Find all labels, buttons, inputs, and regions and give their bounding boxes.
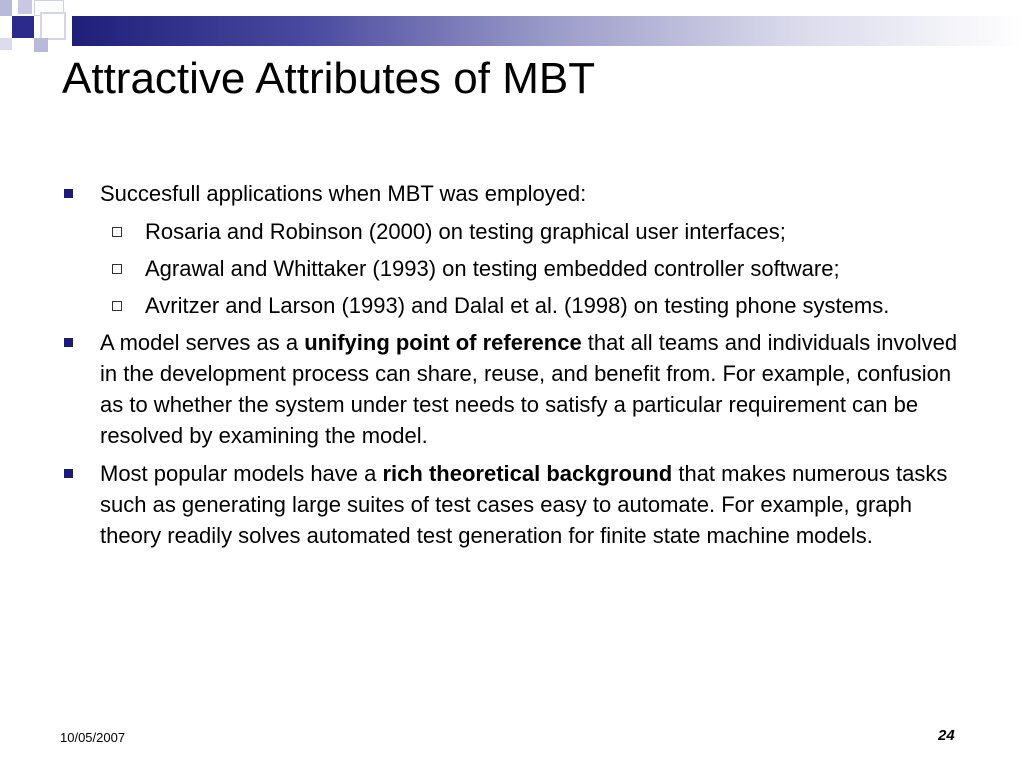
sub-bullet-item xyxy=(112,216,962,247)
bullet-text xyxy=(100,458,960,551)
text-run: that all teams and individuals involved in the development process can share, reuse, and benefit from. For example, confusion as to whether the system under test needs to satisfy a particular requirement can be resolved by examining the model. xyxy=(100,330,958,448)
text-run: A model serves as a xyxy=(100,330,305,355)
sub-bullet-text: Rosaria and Robinson (2000) on testing graphical user interfaces; xyxy=(145,219,786,244)
slide-body xyxy=(62,178,962,558)
sub-bullet-item xyxy=(112,253,962,284)
text-run: Most popular models have a xyxy=(100,461,383,486)
bullet-text xyxy=(100,327,960,451)
decorative-square xyxy=(18,0,32,14)
bullet-item xyxy=(62,458,962,551)
sub-bullet-text: Agrawal and Whittaker (1993) on testing embedded controller software; xyxy=(145,256,840,281)
sub-bullet-item xyxy=(112,290,962,321)
square-bullet-icon xyxy=(64,338,73,347)
bullet-item xyxy=(62,327,962,451)
bullet-item xyxy=(62,178,962,209)
hollow-square-bullet-icon xyxy=(112,227,122,237)
text-run: that makes numerous tasks such as generating large suites of test cases easy to automate. For example, graph theory readily solves automated test generation for finite state machine models. xyxy=(100,461,948,548)
slide-title: Attractive Attributes of MBT xyxy=(62,54,596,103)
decorative-square xyxy=(40,12,66,40)
decorative-square xyxy=(0,38,12,50)
emphasis-text: rich theoretical background xyxy=(382,461,673,486)
slide-number: 24 xyxy=(938,727,955,744)
decorative-square xyxy=(12,16,34,38)
hollow-square-bullet-icon xyxy=(112,264,122,274)
bullet-text: Succesfull applications when MBT was employed: xyxy=(100,181,587,206)
decorative-square xyxy=(0,0,12,16)
square-bullet-icon xyxy=(64,469,73,478)
footer-date: 10/05/2007 xyxy=(60,730,126,745)
sub-bullet-text: Avritzer and Larson (1993) and Dalal et al. (1998) on testing phone systems. xyxy=(145,293,890,318)
square-bullet-icon xyxy=(64,189,73,198)
emphasis-text: unifying point of reference xyxy=(304,330,582,355)
hollow-square-bullet-icon xyxy=(112,301,122,311)
header-gradient-band xyxy=(72,16,1024,46)
decorative-square xyxy=(34,38,48,52)
